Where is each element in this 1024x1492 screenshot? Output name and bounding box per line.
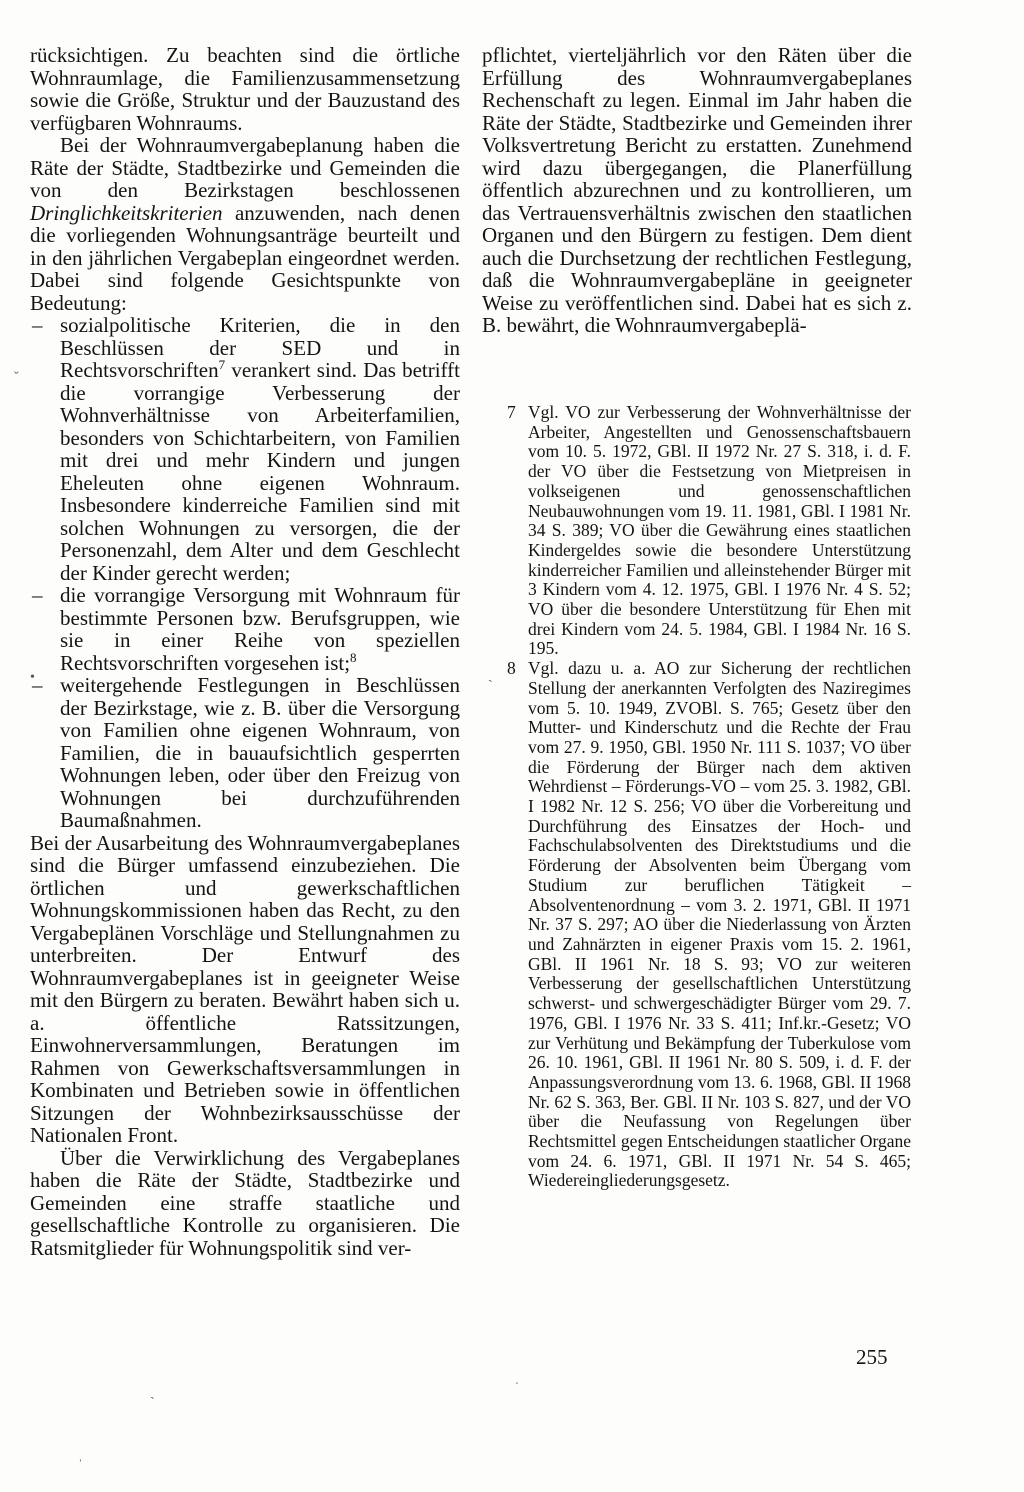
footnote-ref-7: 7 (218, 357, 226, 372)
footnote-7 (507, 403, 911, 659)
list-item (30, 314, 460, 584)
emphasis-dringlichkeitskriterien: Dringlichkeitskriterien (30, 200, 223, 225)
paragraph-2-end: anzuwenden, nach denen die vorliegenden Wohnungsanträge beurteilt und in den jährlichen Vergabeplan eingeordnet werden. Dabei sind folgende Gesichtspunkte von Bedeutung: (30, 200, 460, 315)
scan-speck: ˑ (515, 1378, 519, 1393)
right-column (482, 44, 912, 337)
list-item-1-start: sozialpolitische Kriterien, die in den Beschlüssen der SED und in Rechtsvorschriften (60, 313, 460, 382)
left-column (30, 44, 460, 1259)
paragraph-2-start: Bei der Wohnraumvergabeplanung haben die Räte der Städte, Stadtbezirke und Gemeinden die von den Bezirkstagen beschlossenen (30, 133, 460, 202)
page-number: 255 (856, 1345, 888, 1369)
scan-speck: ˈ (78, 1458, 83, 1473)
footnote-number: 8 (507, 658, 516, 679)
scan-speck: • (30, 670, 35, 685)
list-item (30, 674, 460, 832)
list-item (30, 584, 460, 674)
scan-speck: ˏ (150, 1385, 155, 1400)
paragraph-1: rücksichtigen. Zu beachten sind die örtliche Wohnraumlage, die Familienzusammensetzung sowie die Größe, Struktur und der Bauzustand des verfügbaren Wohnraums. (30, 43, 460, 135)
list-item-2-text: die vorrangige Versorgung mit Wohnraum für bestimmte Personen bzw. Berufsgruppen, wie sie in einer Reihe von speziellen Rechtsvorschriften vorgesehen ist; (60, 583, 460, 675)
criteria-list (30, 314, 460, 832)
footnote-ref-8: 8 (350, 649, 357, 665)
paragraph-5: pflichtet, vierteljährlich vor den Räten über die Erfüllung des Wohnraumvergabeplanes Rechenschaft zu legen. Einmal im Jahr haben die Räte der Städte, Stadtbezirke und Gemeinden ihrer Volksvertretung Bericht zu erstatten. Zunehmend wird dazu übergegangen, die Planerfüllung öffentlich abzurechnen und zu kontrollieren, um das Vertrauensverhältnis zwischen den staatlichen Organen und den Bürgern zu festigen. Dem dient auch die Durchsetzung der rechtlichen Festlegung, daß die Wohnraumvergabepläne in geeigneter Weise zu veröffentlichen sind. Dabei hat es sich z. B. bewährt, die Wohnraumvergabeplä- (482, 43, 912, 337)
paragraph-4: Über die Verwirklichung des Vergabeplanes haben die Räte der Städte, Stadtbezirke und Gemeinden eine straffe staatliche und gesellschaftliche Kontrolle zu organisieren. Die Ratsmitglieder für Wohnungspolitik sind ver- (30, 1145, 460, 1260)
list-item-3-text: weitergehende Festlegungen in Beschlüssen der Bezirkstage, wie z. B. über die Versorgung von Familien ohne eigenen Wohnraum, von Familien, die in bauaufsichtlich gesperrten Wohnungen leben, oder über den Freizug von Wohnungen bei durchzuführenden Baumaßnahmen. (60, 673, 460, 832)
footnote-text: Vgl. VO zur Verbesserung der Wohnverhältnisse der Arbeiter, Angestellten und Genossenschaftsbauern vom 10. 5. 1972, GBl. II 1972 Nr. 27 S. 318, i. d. F. der VO über die Festsetzung von Mietpreisen in volkseigenen und genossenschaftlichen Neubauwohnungen vom 19. 11. 1981, GBl. I 1981 Nr. 34 S. 389; VO über die Gewährung eines staatlichen Kindergeldes sowie die besondere Unterstützung kinderreicher Familien und alleinstehender Bürger mit 3 Kindern vom 4. 12. 1975, GBl. I 1976 Nr. 4 S. 52; VO über die besondere Unterstützung für Ehen mit drei Kindern vom 24. 5. 1984, GBl. I 1984 Nr. 16 S. 195. (528, 402, 911, 659)
scan-speck: ˏ (488, 668, 493, 683)
footnote-8 (507, 659, 911, 1191)
footnote-number: 7 (507, 402, 516, 422)
paragraph-2 (30, 134, 460, 314)
paragraph-3: Bei der Ausarbeitung des Wohnraumvergabeplanes sind die Bürger umfassend einzubeziehen. Die örtlichen und gewerkschaftlichen Wohnungskommissionen haben das Recht, zu den Vergabeplänen Vorschläge und Stellungnahmen zu unterbreiten. Der Entwurf des Wohnraumvergabeplanes ist in geeigneter Weise mit den Bürgern zu beraten. Bewährt haben sich u. a. öffentliche Ratssitzungen, Einwohnerversammlungen, Beratungen im Rahmen von Gewerkschaftsversammlungen in Kombinaten und Betrieben sowie in öffentlichen Sitzungen der Wohnbezirksausschüsse der Nationalen Front. (30, 830, 460, 1147)
scan-speck: ˇ (14, 370, 19, 385)
footnotes (507, 403, 911, 1191)
list-item-1-end: verankert sind. Das betrifft die vorrangige Verbesserung der Wohnverhältnisse von Arbeiterfamilien, besonders von Schichtarbeitern, von Familien mit drei und mehr Kindern und jungen Eheleuten ohne eigenen Wohnraum. Insbesondere kinderreiche Familien sind mit solchen Wohnungen zu versorgen, die der Personenzahl, dem Alter und dem Geschlecht der Kinder gerecht werden; (60, 358, 460, 585)
footnote-text: Vgl. dazu u. a. AO zur Sicherung der rechtlichen Stellung der anerkannten Verfolgten des Naziregimes vom 5. 10. 1949, ZVOBl. S. 765; Gesetz über den Mutter- und Kinderschutz und die Rechte der Frau vom 27. 9. 1950, GBl. 1950 Nr. 111 S. 1037; VO über die Förderung der Bürger nach dem aktiven Wehrdienst – Förderungs-VO – vom 25. 3. 1982, GBl. I 1982 Nr. 12 S. 256; VO über die Vorbereitung und Durchführung des Einsatzes der Hoch- und Fachschulabsolventen des Direktstudiums und die Förderung der Absolventen beim Übergang vom Studium zur beruflichen Tätigkeit – Absolventenordnung – vom 3. 2. 1971, GBl. II 1971 Nr. 37 S. 297; AO über die Niederlassung von Ärzten und Zahnärzten in eigener Praxis vom 15. 2. 1961, GBl. II 1961 Nr. 18 S. 93; VO zur weiteren Verbesserung der gesellschaftlichen Unterstützung schwerst- und schwergeschädigter Bürger vom 29. 7. 1976, GBl. I 1976 Nr. 33 S. 411; Inf.kr.-Gesetz; VO zur Verhütung und Bekämpfung der Tuberkulose vom 26. 10. 1961, GBl. II 1961 Nr. 80 S. 509, i. d. F. der Anpassungsverordnung vom 13. 6. 1968, GBl. II 1968 Nr. 62 S. 363, Ber. GBl. II Nr. 103 S. 827, und der VO über die Neufassung von Regelungen über Rechtsmittel gegen Entscheidungen staatlicher Organe vom 24. 6. 1971, GBl. II 1971 Nr. 54 S. 465; Wiedereingliederungsgesetz. (528, 658, 911, 1191)
